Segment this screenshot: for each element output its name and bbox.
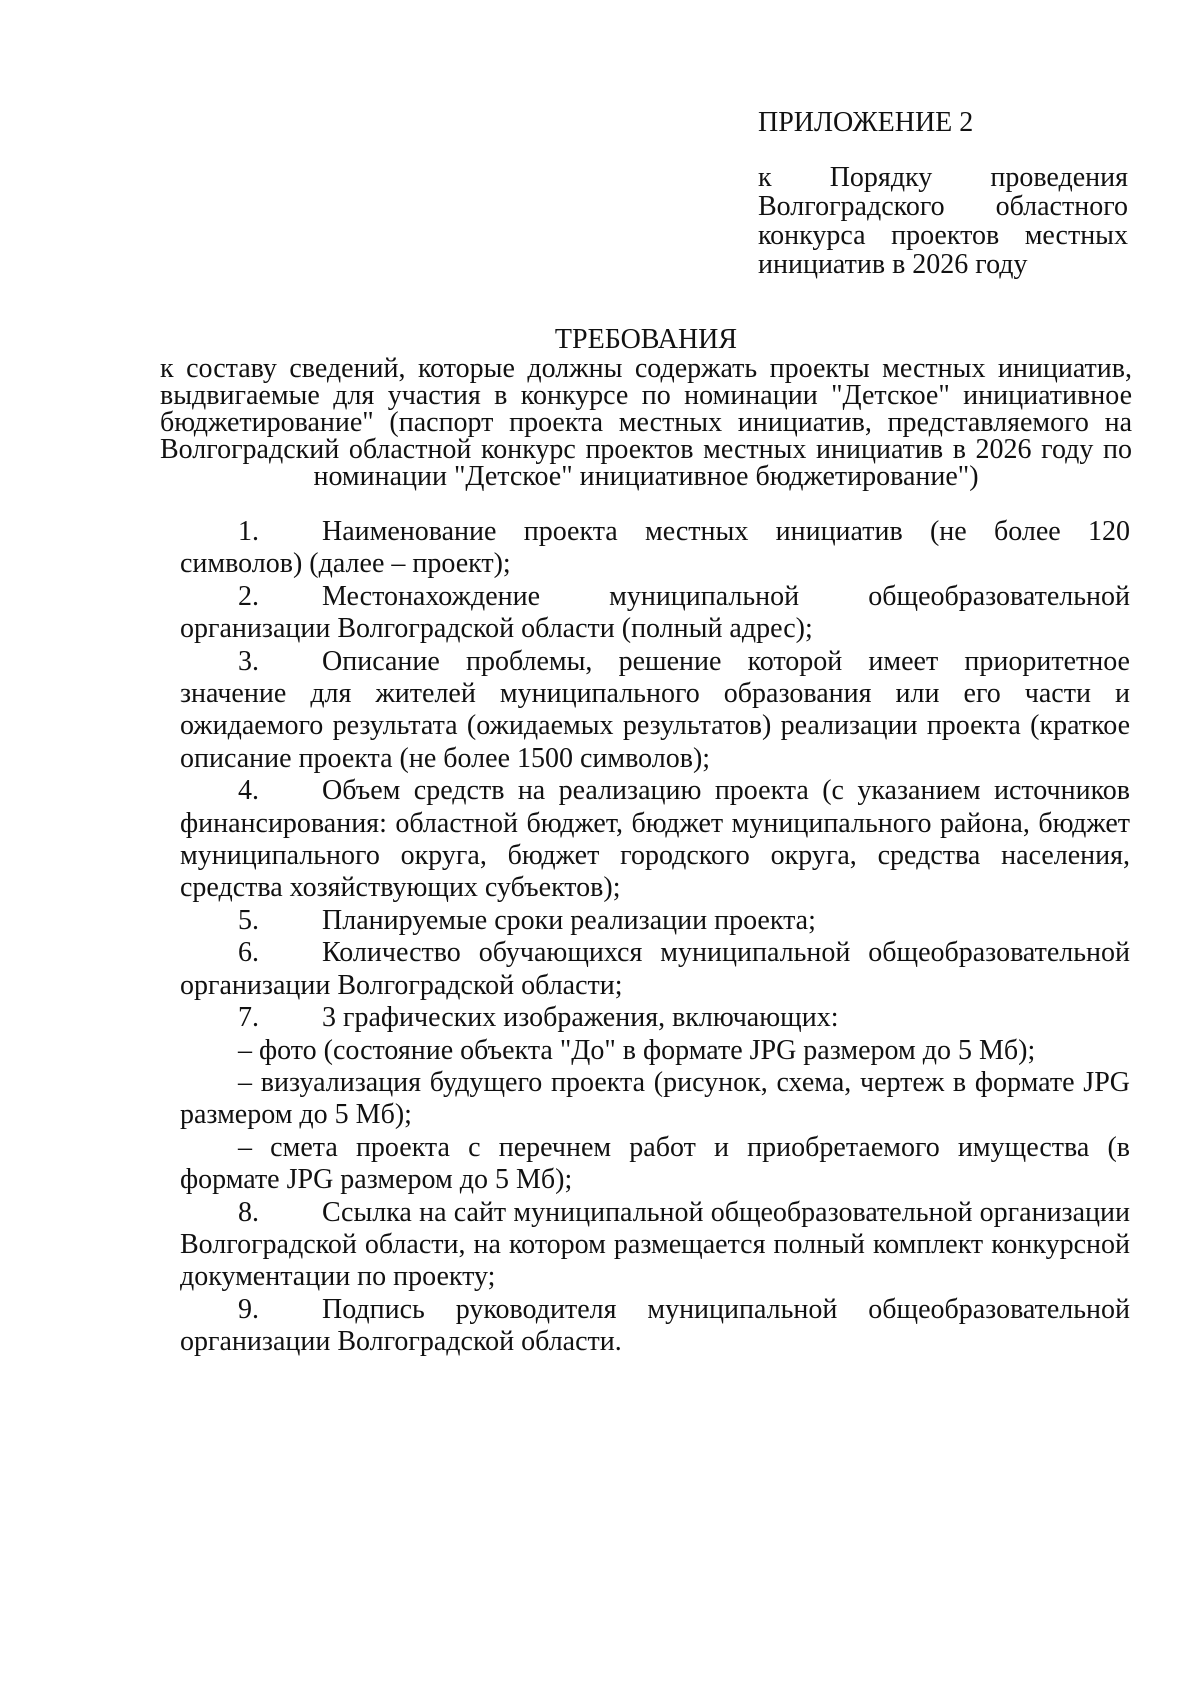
appendix-block: [758, 108, 1128, 279]
list-item: [180, 581, 1130, 646]
requirements-list: [180, 516, 1130, 1359]
list-item-number: 7.: [238, 1002, 259, 1034]
list-item-number: 5.: [238, 904, 259, 936]
list-item-bullet: – фото (состояние объекта "До" в формате JPG размером до 5 Мб);: [238, 1034, 1036, 1066]
list-item: [180, 905, 1130, 937]
list-item-bullet: – визуализация будущего проекта (рисунок, схема, чертеж в формате JPG размером до 5 Мб);: [180, 1066, 1130, 1131]
list-item: [180, 775, 1130, 905]
list-item-text: Планируемые сроки реализации проекта;: [322, 904, 816, 936]
document-title: ТРЕБОВАНИЯ: [554, 324, 738, 355]
list-item: [180, 1002, 1130, 1034]
list-item-text: Подпись руководителя муниципальной общеобразовательной организации Волгоградской области.: [180, 1293, 1130, 1358]
list-item-number: 8.: [238, 1196, 259, 1228]
list-item-number: 2.: [238, 580, 259, 612]
list-item: [180, 1294, 1130, 1359]
list-item-number: 3.: [238, 645, 259, 677]
list-item-text: Местонахождение муниципальной общеобразовательной организации Волгоградской области (полный адрес);: [180, 580, 1130, 645]
list-item-text: Объем средств на реализацию проекта (с указанием источников финансирования: областной бюджет, бюджет муниципального района, бюджет муниципального округа, бюджет городского округа, средства населения, средства хозяйствующих субъектов);: [180, 775, 1130, 904]
list-item-number: 1.: [238, 516, 259, 547]
list-item-number: 4.: [238, 775, 259, 807]
list-item-text: Количество обучающихся муниципальной общеобразовательной организации Волгоградской области;: [180, 937, 1130, 1001]
document-heading: [160, 325, 1132, 490]
list-item: [180, 937, 1130, 1002]
list-item-number: 9.: [238, 1293, 259, 1325]
list-item-number: 6.: [238, 937, 259, 969]
list-item-text: Описание проблемы, решение которой имеет приоритетное значение для жителей муниципального образования или его части и ожидаемого результата (ожидаемых результатов) реализации проекта (краткое описание проекта (не более 1500 символов);: [180, 645, 1130, 774]
list-item: [180, 1197, 1130, 1294]
list-item-bullet: – смета проекта с перечнем работ и приобретаемого имущества (в формате JPG размером до 5 Мб);: [180, 1131, 1130, 1196]
list-item-text: 3 графических изображения, включающих:: [322, 1002, 839, 1034]
document-subtitle: к составу сведений, которые должны содержать проекты местных инициатив, выдвигаемые для участия в конкурсе по номинации "Детское" инициативное бюджетирование" (паспорт проекта местных инициатив, представляемого на Волгоградский областной конкурс проектов местных инициатив в 2026 году по номинации "Детское" инициативное бюджетирование"): [160, 353, 1132, 492]
appendix-reference: к Порядку проведения Волгоградского областного конкурса проектов местных инициатив в 2026 году: [758, 162, 1128, 280]
list-item-text: Наименование проекта местных инициатив (не более 120 символов) (далее – проект);: [180, 516, 1130, 580]
list-item: [180, 516, 1130, 581]
list-item: [180, 646, 1130, 776]
list-item-text: Ссылка на сайт муниципальной общеобразовательной организации Волгоградской области, на котором размещается полный комплект конкурсной документации по проекту;: [180, 1196, 1130, 1293]
appendix-title: ПРИЛОЖЕНИЕ 2: [758, 107, 974, 138]
